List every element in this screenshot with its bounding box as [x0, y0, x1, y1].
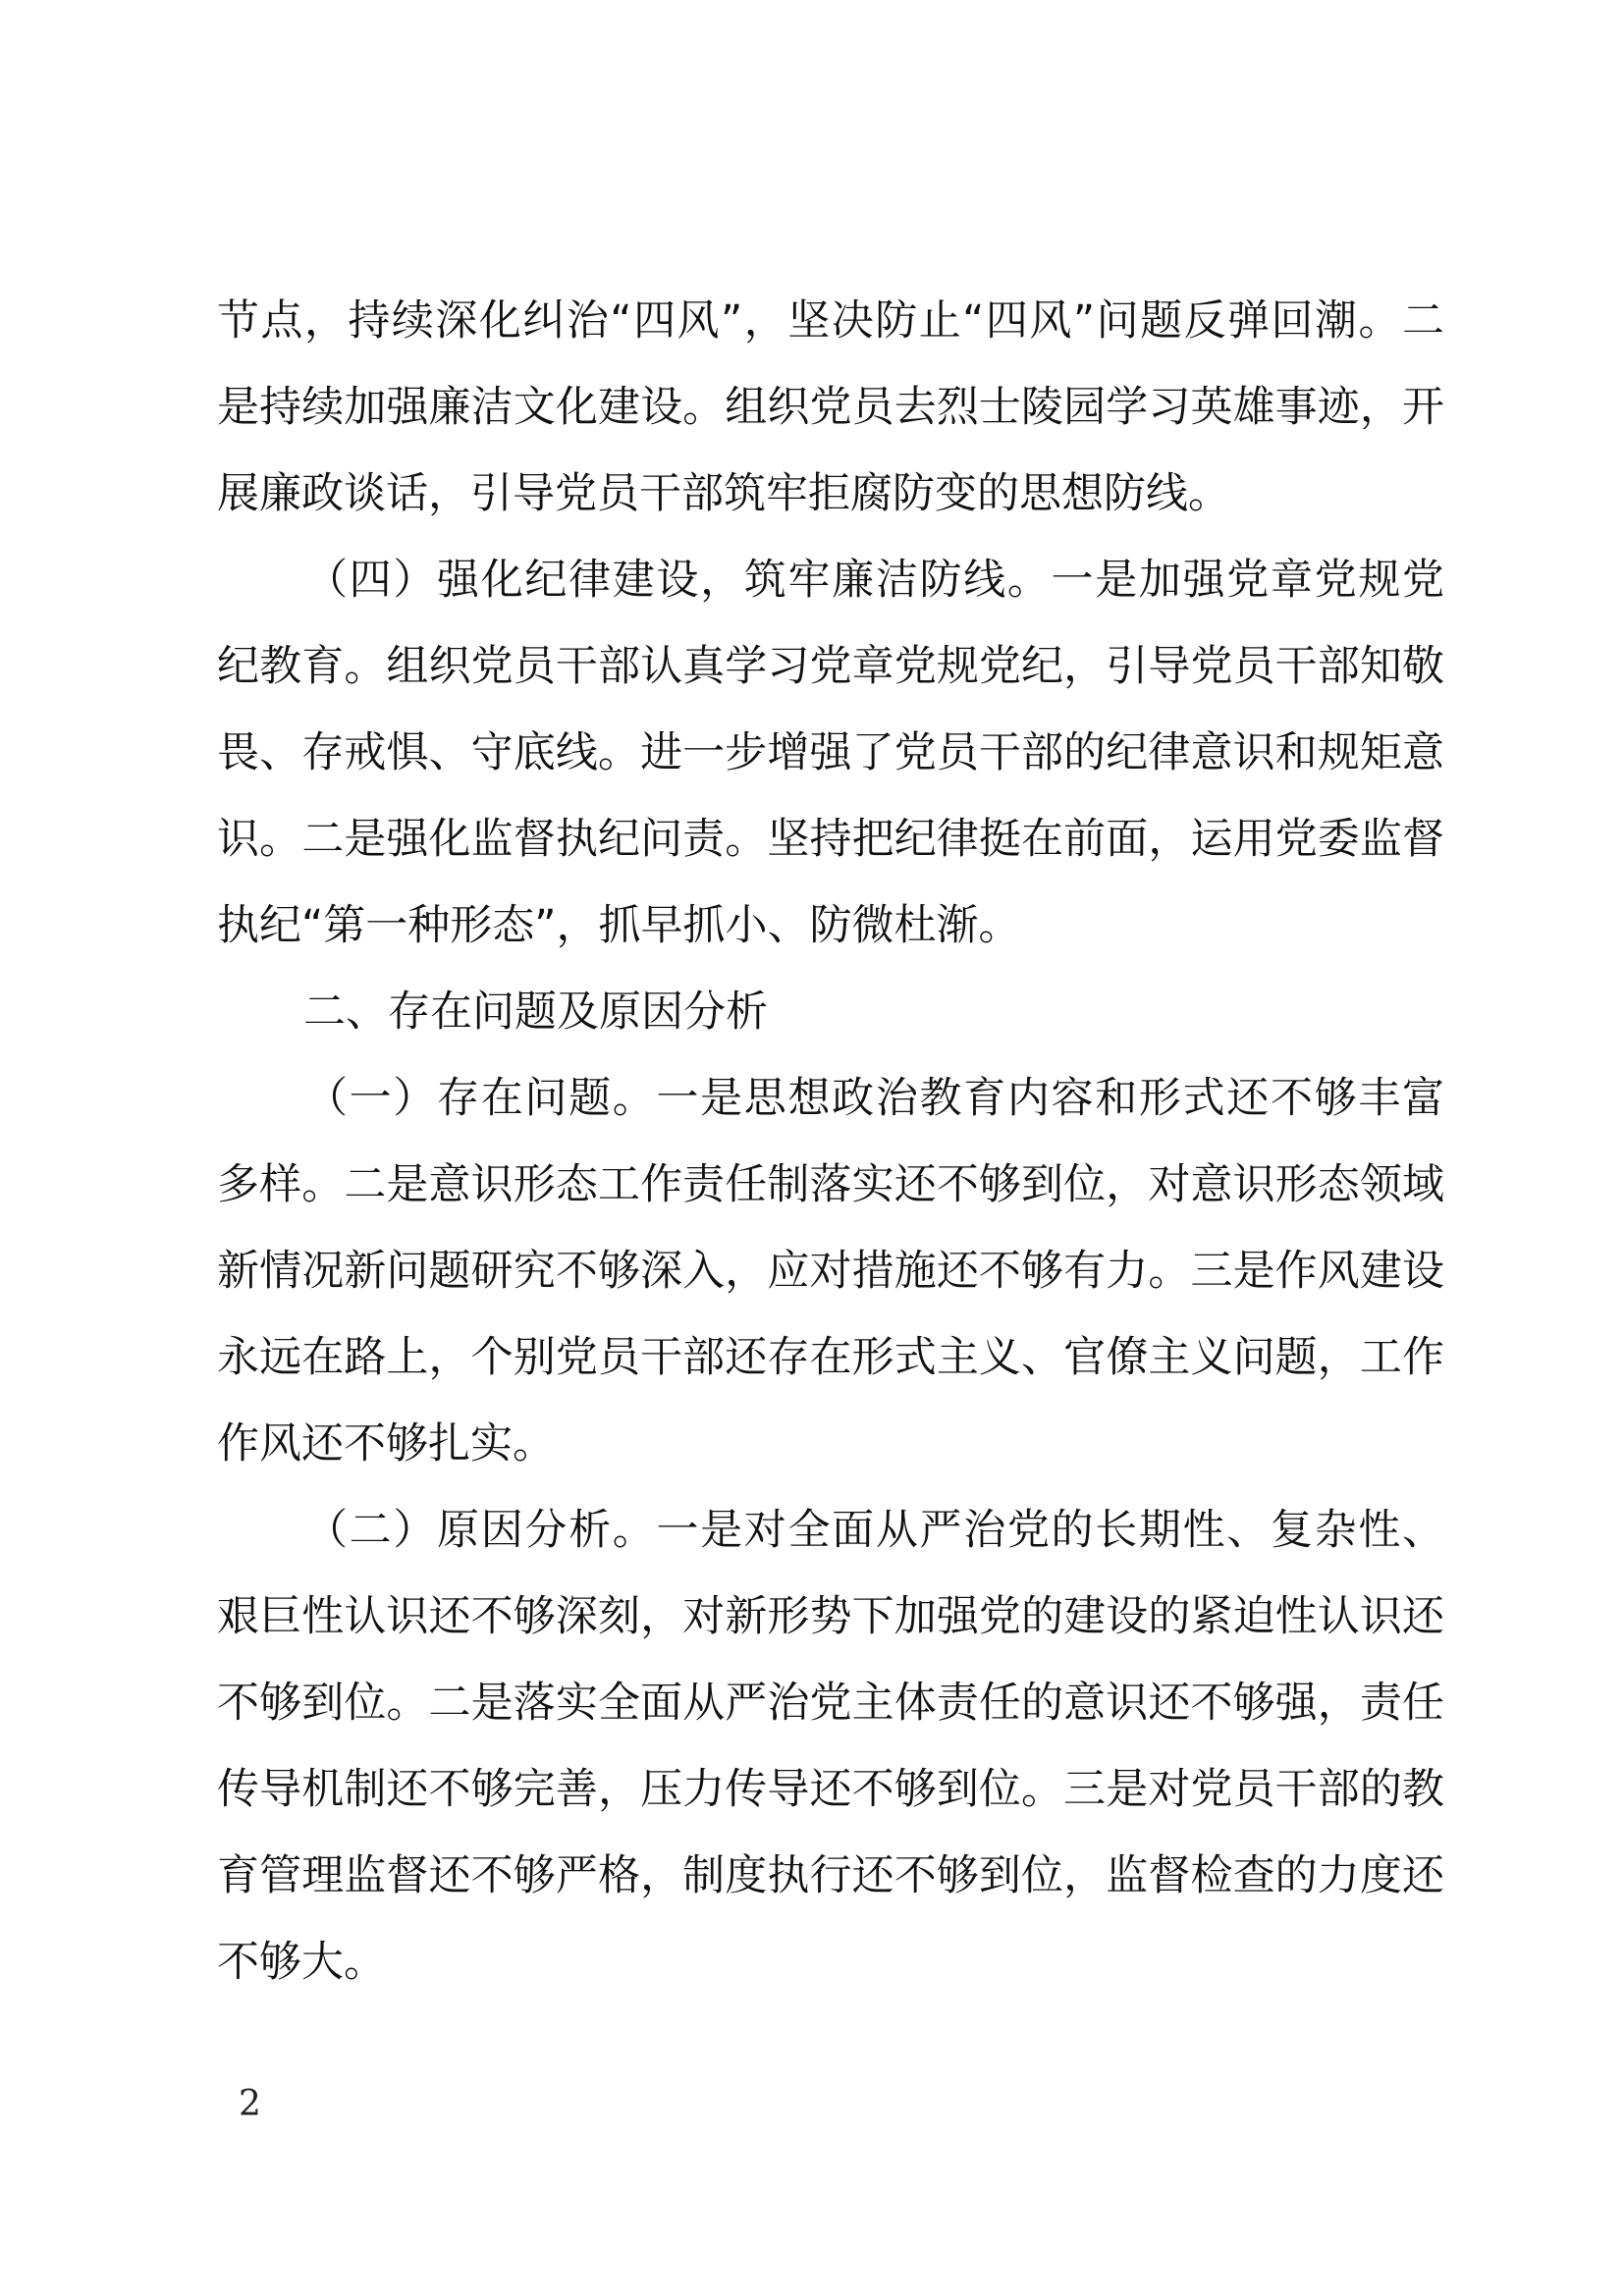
- page-number: 2: [239, 2084, 261, 2124]
- document-body: [217, 278, 1444, 2005]
- paragraph-discipline-building: （四）强化纪律建设，筑牢廉洁防线。一是加强党章党规党纪教育。组织党员干部认真学习党章党规党纪，引导党员干部知敬畏、存戒惧、守底线。进一步增强了党员干部的纪律意识和规矩意识。二是强化监督执纪问责。坚持把纪律挺在前面，运用党委监督执纪“第一种形态”，抓早抓小、防微杜渐。: [217, 556, 1444, 950]
- paragraph-cause-analysis: （二）原因分析。一是对全面从严治党的长期性、复杂性、艰巨性认识还不够深刻，对新形势下加强党的建设的紧迫性认识还不够到位。二是落实全面从严治党主体责任的意识还不够强，责任传导机制还不够完善，压力传导还不够到位。三是对党员干部的教育管理监督还不够严格，制度执行还不够到位，监督检查的力度还不够大。: [217, 1506, 1444, 1987]
- paragraph-existing-problems: （一）存在问题。一是思想政治教育内容和形式还不够丰富多样。二是意识形态工作责任制落实还不够到位，对意识形态领域新情况新问题研究不够深入，应对措施还不够有力。三是作风建设永远在路上，个别党员干部还存在形式主义、官僚主义问题，工作作风还不够扎实。: [217, 1074, 1444, 1468]
- paragraph-continuation: 节点，持续深化纠治“四风”，坚决防止“四风”问题反弹回潮。二是持续加强廉洁文化建设。组织党员去烈士陵园学习英雄事迹，开展廉政谈话，引导党员干部筑牢拒腐防变的思想防线。: [217, 296, 1444, 518]
- section-heading-problems-and-causes: 二、存在问题及原因分析: [303, 988, 768, 1037]
